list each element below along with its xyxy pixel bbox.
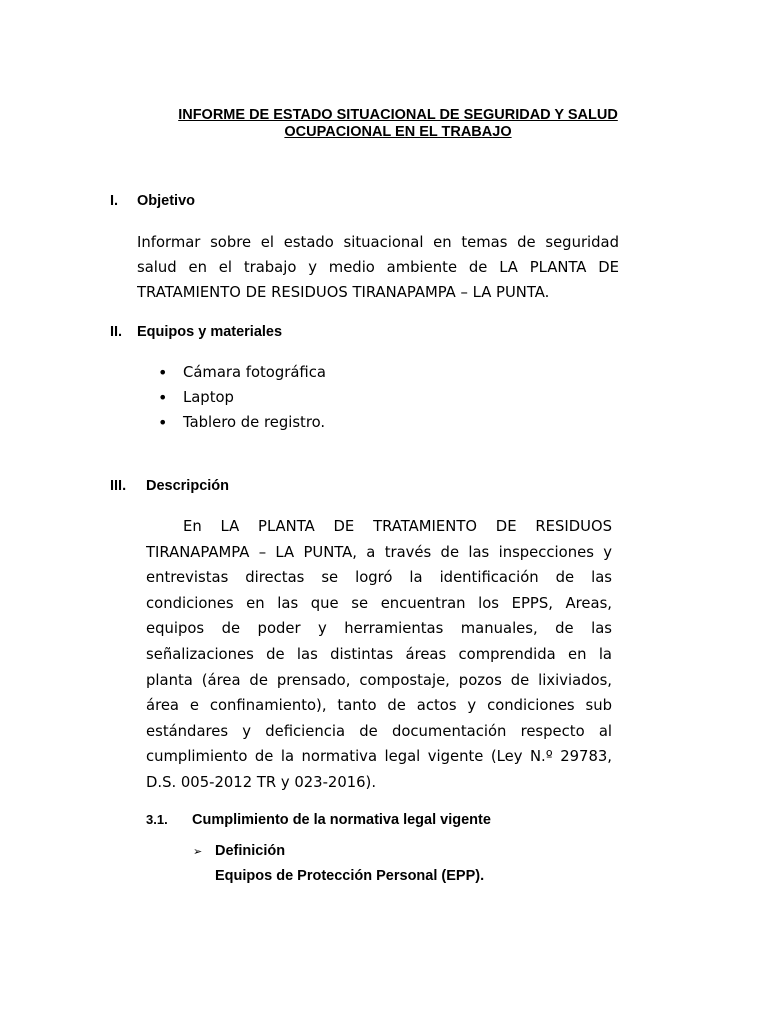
paragraph-line: estándares y deficiencia de documentación respecto al [146,722,612,740]
paragraph-line: cumplimiento de la normativa legal vigente (Ley N.º 29783, [146,748,612,766]
paragraph-line: salud en el trabajo y medio ambiente de LA PLANTA DE [137,259,619,276]
paragraph-line: En LA PLANTA DE TRATAMIENTO DE RESIDUOS [183,518,612,535]
paragraph-line: TIRANAPAMPA – LA PUNTA, a través de las inspecciones y [146,543,612,561]
bullet-icon: • [158,388,168,407]
paragraph-line: planta (área de prensado, compostaje, pozos de lixiviados, [146,671,612,689]
list-item [157,410,326,435]
title-line-1: INFORME DE ESTADO SITUACIONAL DE SEGURIDAD Y SALUD [178,107,618,123]
list-item-label: Laptop [183,389,234,406]
subsection-title: Cumplimiento de la normativa legal vigente [192,812,491,828]
subsection-heading-cumplimiento [146,811,566,829]
list-item [157,385,326,410]
paragraph-line: TRATAMIENTO DE RESIDUOS TIRANAPAMPA – LA PUNTA. [137,284,550,301]
paragraph-line: D.S. 005-2012 TR y 023-2016). [146,773,377,791]
list-item [157,360,326,385]
objetivo-paragraph [137,230,619,305]
section-heading-descripcion [110,477,410,495]
paragraph-line: Informar sobre el estado situacional en temas de seguridad [137,234,619,251]
bullet-icon: • [158,413,168,432]
definicion-text: Equipos de Protección Personal (EPP). [215,868,485,884]
section-title: Descripción [146,478,229,494]
section-heading-objetivo [110,192,410,210]
section-number: II. [110,324,123,340]
list-item-label: Tablero de registro. [183,414,326,431]
section-title: Equipos y materiales [137,324,283,340]
title-line-2: OCUPACIONAL EN EL TRABAJO [284,124,512,140]
bullet-icon: • [158,363,168,382]
paragraph-line: señalizaciones de las distintas áreas comprendida en la [146,645,612,663]
paragraph-line: área e confinamiento), tanto de actos y condiciones sub [146,697,612,715]
paragraph-line: entrevistas directas se logró la identificación de las [146,569,612,587]
paragraph-line: condiciones en las que se encuentran los EPPS, Areas, [146,594,612,612]
document-title [110,107,686,141]
section-title: Objetivo [137,193,196,209]
section-number: I. [110,193,119,209]
descripcion-paragraph [146,514,612,796]
equipment-list [157,360,326,435]
arrow-bullet-icon: ➢ [193,845,203,858]
list-item-label: Cámara fotográfica [183,364,326,381]
subsection-number: 3.1. [146,812,168,827]
section-number: III. [110,478,127,494]
paragraph-line: equipos de poder y herramientas manuales, de las [146,620,612,638]
definicion-label: Definición [215,843,286,859]
section-heading-equipos [110,323,410,341]
